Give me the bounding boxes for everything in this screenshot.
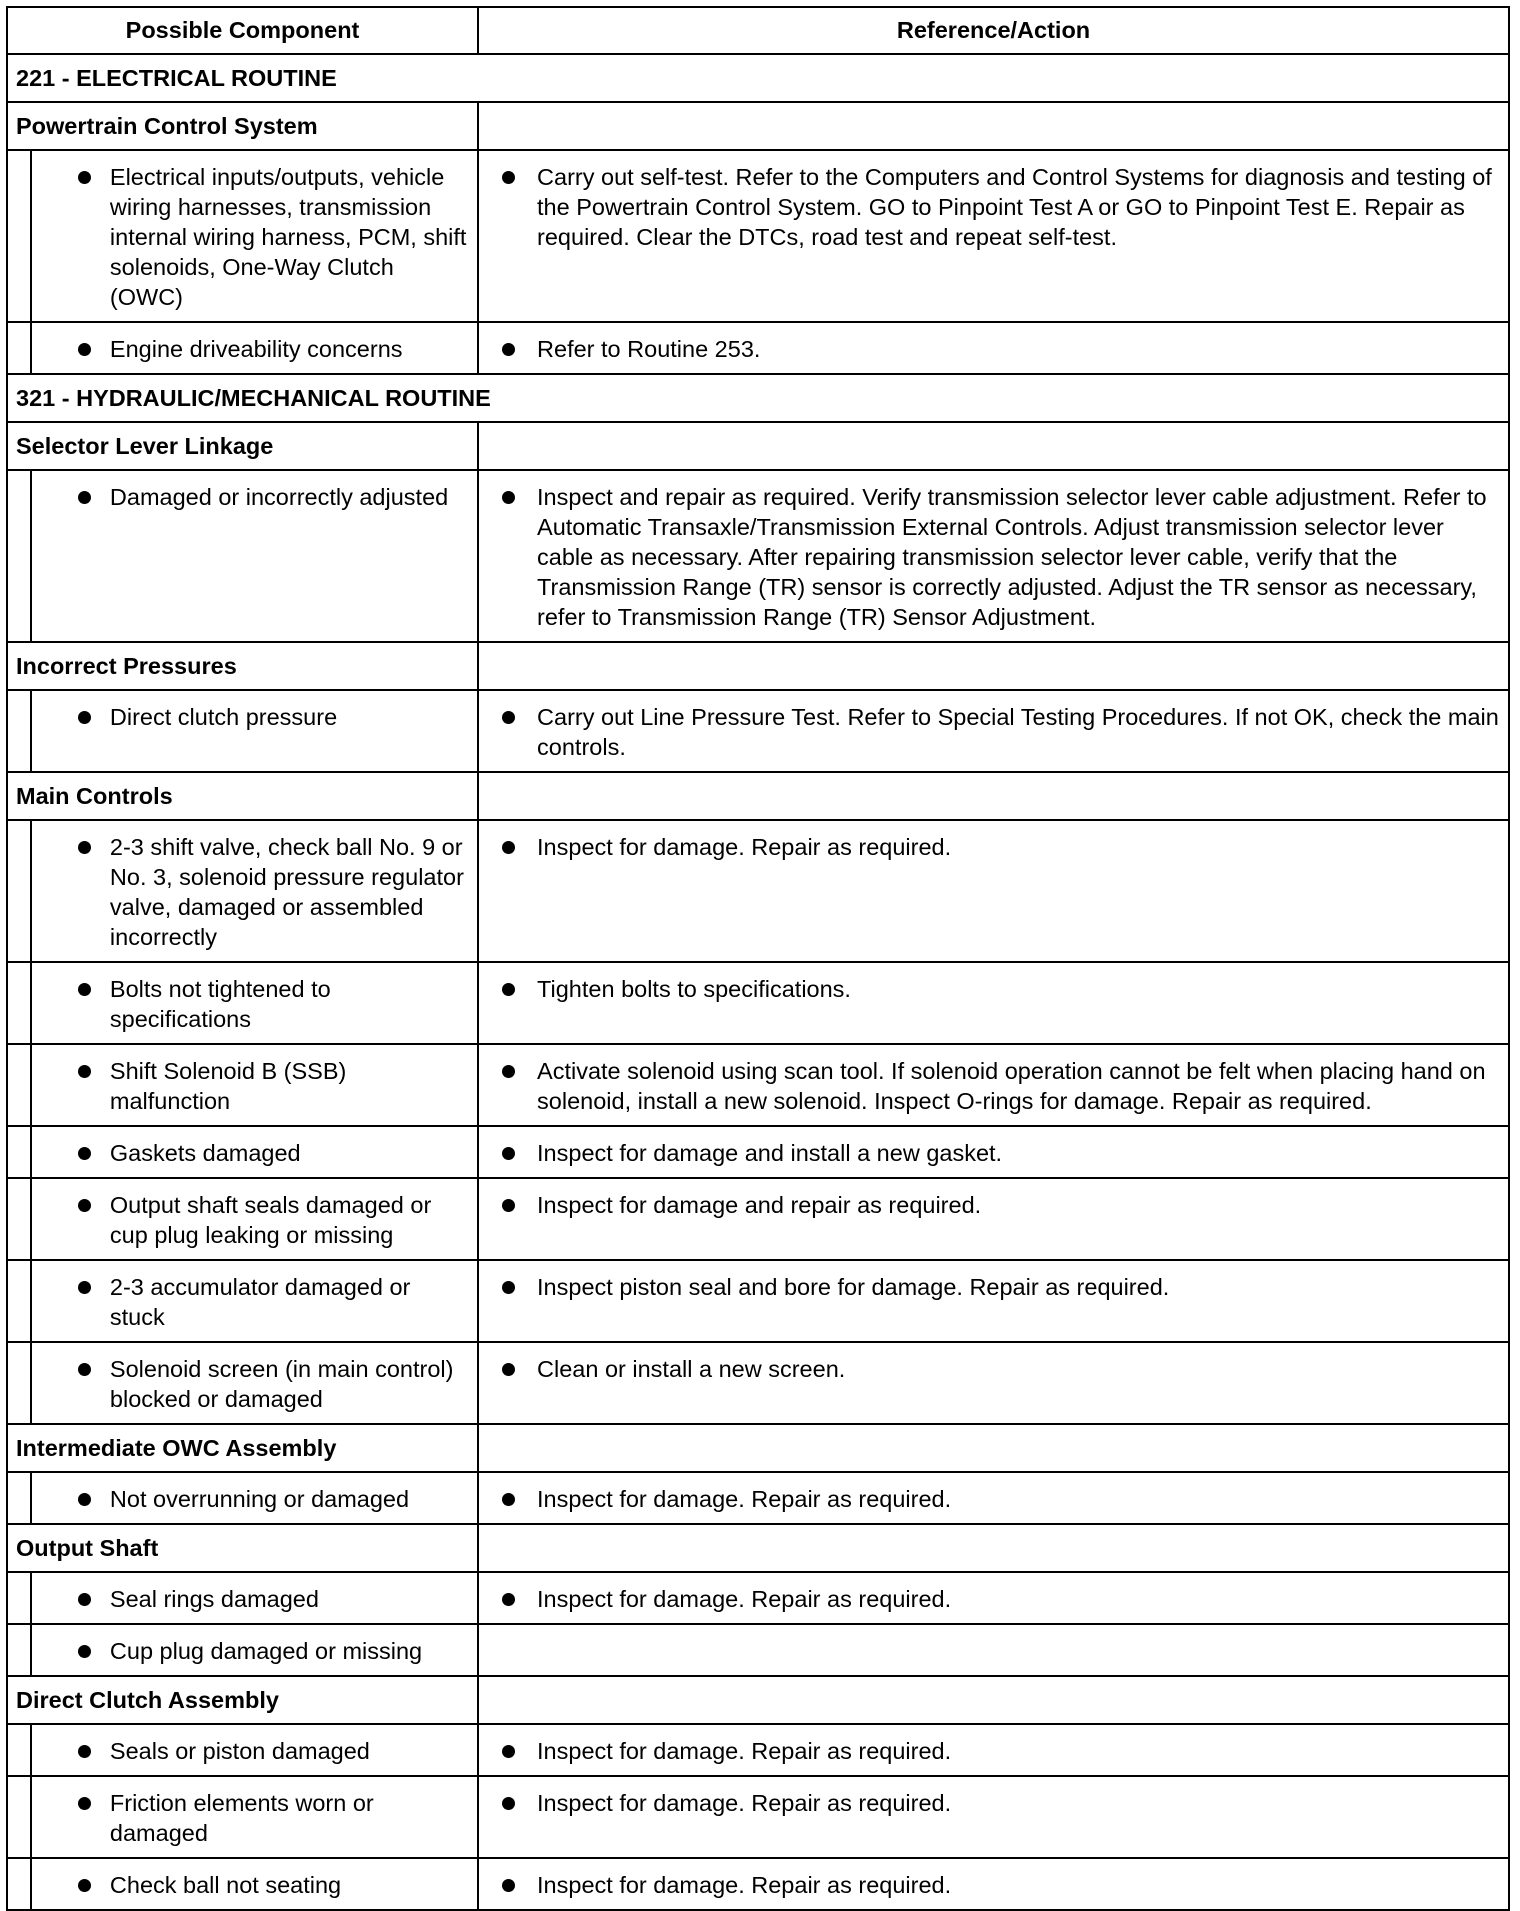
- group-row: [7, 1676, 1509, 1724]
- action-text: Inspect piston seal and bore for damage. Repair as required.: [537, 1274, 1170, 1300]
- component-text: Bolts not tightened to specifications: [109, 976, 331, 1032]
- action-cell: [478, 150, 1509, 322]
- component-cell: [31, 962, 478, 1044]
- component-text: Friction elements worn or damaged: [109, 1790, 374, 1846]
- bullet-icon: [78, 343, 91, 356]
- bullet-icon: [502, 491, 515, 504]
- component-text: Direct clutch pressure: [109, 704, 338, 730]
- row-gutter: [7, 1260, 31, 1342]
- table-row: [7, 1472, 1509, 1524]
- group-action-blank: [478, 642, 1509, 690]
- row-gutter: [7, 820, 31, 962]
- group-name: Main Controls: [7, 772, 478, 820]
- table-row: [7, 1178, 1509, 1260]
- bullet-icon: [78, 1199, 91, 1212]
- table-row: [7, 820, 1509, 962]
- table-body: [7, 7, 1509, 1910]
- bullet-icon: [78, 1281, 91, 1294]
- bullet-icon: [78, 1593, 91, 1606]
- component-cell: [31, 1624, 478, 1676]
- group-action-blank: [478, 1524, 1509, 1572]
- action-cell: [478, 1342, 1509, 1424]
- table-header-row: [7, 7, 1509, 54]
- component-cell: [31, 690, 478, 772]
- group-name: Selector Lever Linkage: [7, 422, 478, 470]
- component-cell: [31, 1858, 478, 1910]
- group-action-blank: [478, 1424, 1509, 1472]
- row-gutter: [7, 1776, 31, 1858]
- table-row: [7, 1260, 1509, 1342]
- component-text: Seal rings damaged: [109, 1586, 319, 1612]
- group-name: Output Shaft: [7, 1524, 478, 1572]
- component-cell: [31, 150, 478, 322]
- action-text: Inspect for damage. Repair as required.: [537, 1872, 952, 1898]
- action-text: Refer to Routine 253.: [537, 336, 761, 362]
- group-row: [7, 772, 1509, 820]
- bullet-icon: [78, 841, 91, 854]
- row-gutter: [7, 1724, 31, 1776]
- table-row: [7, 1044, 1509, 1126]
- routine-row: [7, 374, 1509, 422]
- component-cell: [31, 1342, 478, 1424]
- bullet-icon: [502, 1065, 515, 1078]
- component-text: 2-3 shift valve, check ball No. 9 or No. 3, solenoid pressure regulator valve, damaged or assembled incorrectly: [109, 834, 464, 950]
- table-row: [7, 1776, 1509, 1858]
- component-text: Output shaft seals damaged or cup plug leaking or missing: [109, 1192, 432, 1248]
- table-row: [7, 1342, 1509, 1424]
- component-cell: [31, 1178, 478, 1260]
- component-text: Not overrunning or damaged: [109, 1486, 410, 1512]
- bullet-icon: [502, 343, 515, 356]
- component-text: Electrical inputs/outputs, vehicle wiring harnesses, transmission internal wiring harness, PCM, shift solenoids, One-Way Clutch (OWC): [109, 164, 467, 310]
- component-text: Cup plug damaged or missing: [109, 1638, 423, 1664]
- bullet-icon: [78, 1645, 91, 1658]
- header-reference-action: Reference/Action: [478, 7, 1509, 54]
- bullet-icon: [502, 983, 515, 996]
- bullet-icon: [502, 711, 515, 724]
- table-row: [7, 322, 1509, 374]
- table-row: [7, 1126, 1509, 1178]
- table-row: [7, 470, 1509, 642]
- component-cell: [31, 820, 478, 962]
- component-text: Engine driveability concerns: [109, 336, 403, 362]
- action-cell: [478, 1178, 1509, 1260]
- action-text: Inspect for damage. Repair as required.: [537, 834, 952, 860]
- bullet-icon: [502, 1281, 515, 1294]
- action-cell: [478, 1572, 1509, 1624]
- action-cell: [478, 820, 1509, 962]
- component-text: Check ball not seating: [109, 1872, 342, 1898]
- component-text: Solenoid screen (in main control) blocked or damaged: [109, 1356, 454, 1412]
- group-row: [7, 642, 1509, 690]
- action-cell: [478, 1776, 1509, 1858]
- action-text: Inspect for damage. Repair as required.: [537, 1738, 952, 1764]
- action-text: Carry out self-test. Refer to the Computers and Control Systems for diagnosis and testing of the Powertrain Control System. GO to Pinpoint Test A or GO to Pinpoint Test E. Repair as required. Clear the DTCs, road test and repeat self-test.: [537, 164, 1492, 250]
- action-cell: [478, 470, 1509, 642]
- component-cell: [31, 1572, 478, 1624]
- table-row: [7, 1724, 1509, 1776]
- group-row: [7, 102, 1509, 150]
- bullet-icon: [502, 1745, 515, 1758]
- component-cell: [31, 1126, 478, 1178]
- bullet-icon: [502, 171, 515, 184]
- bullet-icon: [502, 1363, 515, 1376]
- bullet-icon: [502, 1199, 515, 1212]
- row-gutter: [7, 1472, 31, 1524]
- bullet-icon: [502, 841, 515, 854]
- bullet-icon: [78, 983, 91, 996]
- action-text: Tighten bolts to specifications.: [537, 976, 851, 1002]
- component-text: 2-3 accumulator damaged or stuck: [109, 1274, 411, 1330]
- bullet-icon: [78, 1363, 91, 1376]
- bullet-icon: [502, 1879, 515, 1892]
- row-gutter: [7, 1858, 31, 1910]
- action-text: Clean or install a new screen.: [537, 1356, 846, 1382]
- component-cell: [31, 1776, 478, 1858]
- component-cell: [31, 322, 478, 374]
- bullet-icon: [502, 1493, 515, 1506]
- component-cell: [31, 1472, 478, 1524]
- group-action-blank: [478, 772, 1509, 820]
- group-action-blank: [478, 1676, 1509, 1724]
- action-cell: [478, 1044, 1509, 1126]
- bullet-icon: [78, 1745, 91, 1758]
- row-gutter: [7, 322, 31, 374]
- action-cell: [478, 690, 1509, 772]
- action-text: Activate solenoid using scan tool. If solenoid operation cannot be felt when placing hand on solenoid, install a new solenoid. Inspect O-rings for damage. Repair as required.: [537, 1058, 1486, 1114]
- component-text: Damaged or incorrectly adjusted: [109, 484, 449, 510]
- bullet-icon: [502, 1147, 515, 1160]
- row-gutter: [7, 690, 31, 772]
- action-cell: [478, 322, 1509, 374]
- row-gutter: [7, 1126, 31, 1178]
- bullet-icon: [78, 1493, 91, 1506]
- row-gutter: [7, 150, 31, 322]
- component-text: Shift Solenoid B (SSB) malfunction: [109, 1058, 347, 1114]
- action-text: Carry out Line Pressure Test. Refer to Special Testing Procedures. If not OK, check the main controls.: [537, 704, 1499, 760]
- action-text: Inspect and repair as required. Verify transmission selector lever cable adjustment. Refer to Automatic Transaxle/Transmission External Controls. Adjust transmission selector lever cable as necessary. After repairing transmission selector lever cable, verify that the Transmission Range (TR) sensor is correctly adjusted. Adjust the TR sensor as necessary, refer to Transmission Range (TR) Sensor Adjustment.: [537, 484, 1487, 630]
- group-name: Incorrect Pressures: [7, 642, 478, 690]
- bullet-icon: [78, 1879, 91, 1892]
- group-action-blank: [478, 422, 1509, 470]
- bullet-icon: [78, 171, 91, 184]
- action-text: Inspect for damage and repair as required.: [537, 1192, 982, 1218]
- action-cell: [478, 1724, 1509, 1776]
- action-cell: [478, 1260, 1509, 1342]
- row-gutter: [7, 1572, 31, 1624]
- table-row: [7, 962, 1509, 1044]
- routine-title: 321 - HYDRAULIC/MECHANICAL ROUTINE: [7, 374, 1509, 422]
- header-possible-component: Possible Component: [7, 7, 478, 54]
- action-text: Inspect for damage. Repair as required.: [537, 1486, 952, 1512]
- bullet-icon: [78, 491, 91, 504]
- action-cell: [478, 1126, 1509, 1178]
- component-cell: [31, 1724, 478, 1776]
- routine-row: [7, 54, 1509, 102]
- row-gutter: [7, 1624, 31, 1676]
- group-name: Powertrain Control System: [7, 102, 478, 150]
- table-row: [7, 690, 1509, 772]
- group-row: [7, 422, 1509, 470]
- row-gutter: [7, 1178, 31, 1260]
- bullet-icon: [502, 1593, 515, 1606]
- group-row: [7, 1424, 1509, 1472]
- bullet-icon: [502, 1797, 515, 1810]
- action-cell: [478, 1624, 1509, 1676]
- bullet-icon: [78, 1797, 91, 1810]
- action-text: Inspect for damage. Repair as required.: [537, 1790, 952, 1816]
- table-row: [7, 1624, 1509, 1676]
- table-row: [7, 1858, 1509, 1910]
- action-text: Inspect for damage and install a new gasket.: [537, 1140, 1003, 1166]
- component-text: Gaskets damaged: [109, 1140, 301, 1166]
- component-cell: [31, 1044, 478, 1126]
- group-action-blank: [478, 102, 1509, 150]
- action-cell: [478, 1858, 1509, 1910]
- bullet-icon: [78, 1147, 91, 1160]
- row-gutter: [7, 1342, 31, 1424]
- group-row: [7, 1524, 1509, 1572]
- diagnostic-table: [6, 6, 1510, 1911]
- bullet-icon: [78, 1065, 91, 1078]
- action-text: Inspect for damage. Repair as required.: [537, 1586, 952, 1612]
- row-gutter: [7, 1044, 31, 1126]
- row-gutter: [7, 962, 31, 1044]
- action-cell: [478, 962, 1509, 1044]
- bullet-icon: [78, 711, 91, 724]
- component-cell: [31, 470, 478, 642]
- component-text: Seals or piston damaged: [109, 1738, 370, 1764]
- table-row: [7, 1572, 1509, 1624]
- table-row: [7, 150, 1509, 322]
- action-cell: [478, 1472, 1509, 1524]
- group-name: Intermediate OWC Assembly: [7, 1424, 478, 1472]
- routine-title: 221 - ELECTRICAL ROUTINE: [7, 54, 1509, 102]
- row-gutter: [7, 470, 31, 642]
- component-cell: [31, 1260, 478, 1342]
- group-name: Direct Clutch Assembly: [7, 1676, 478, 1724]
